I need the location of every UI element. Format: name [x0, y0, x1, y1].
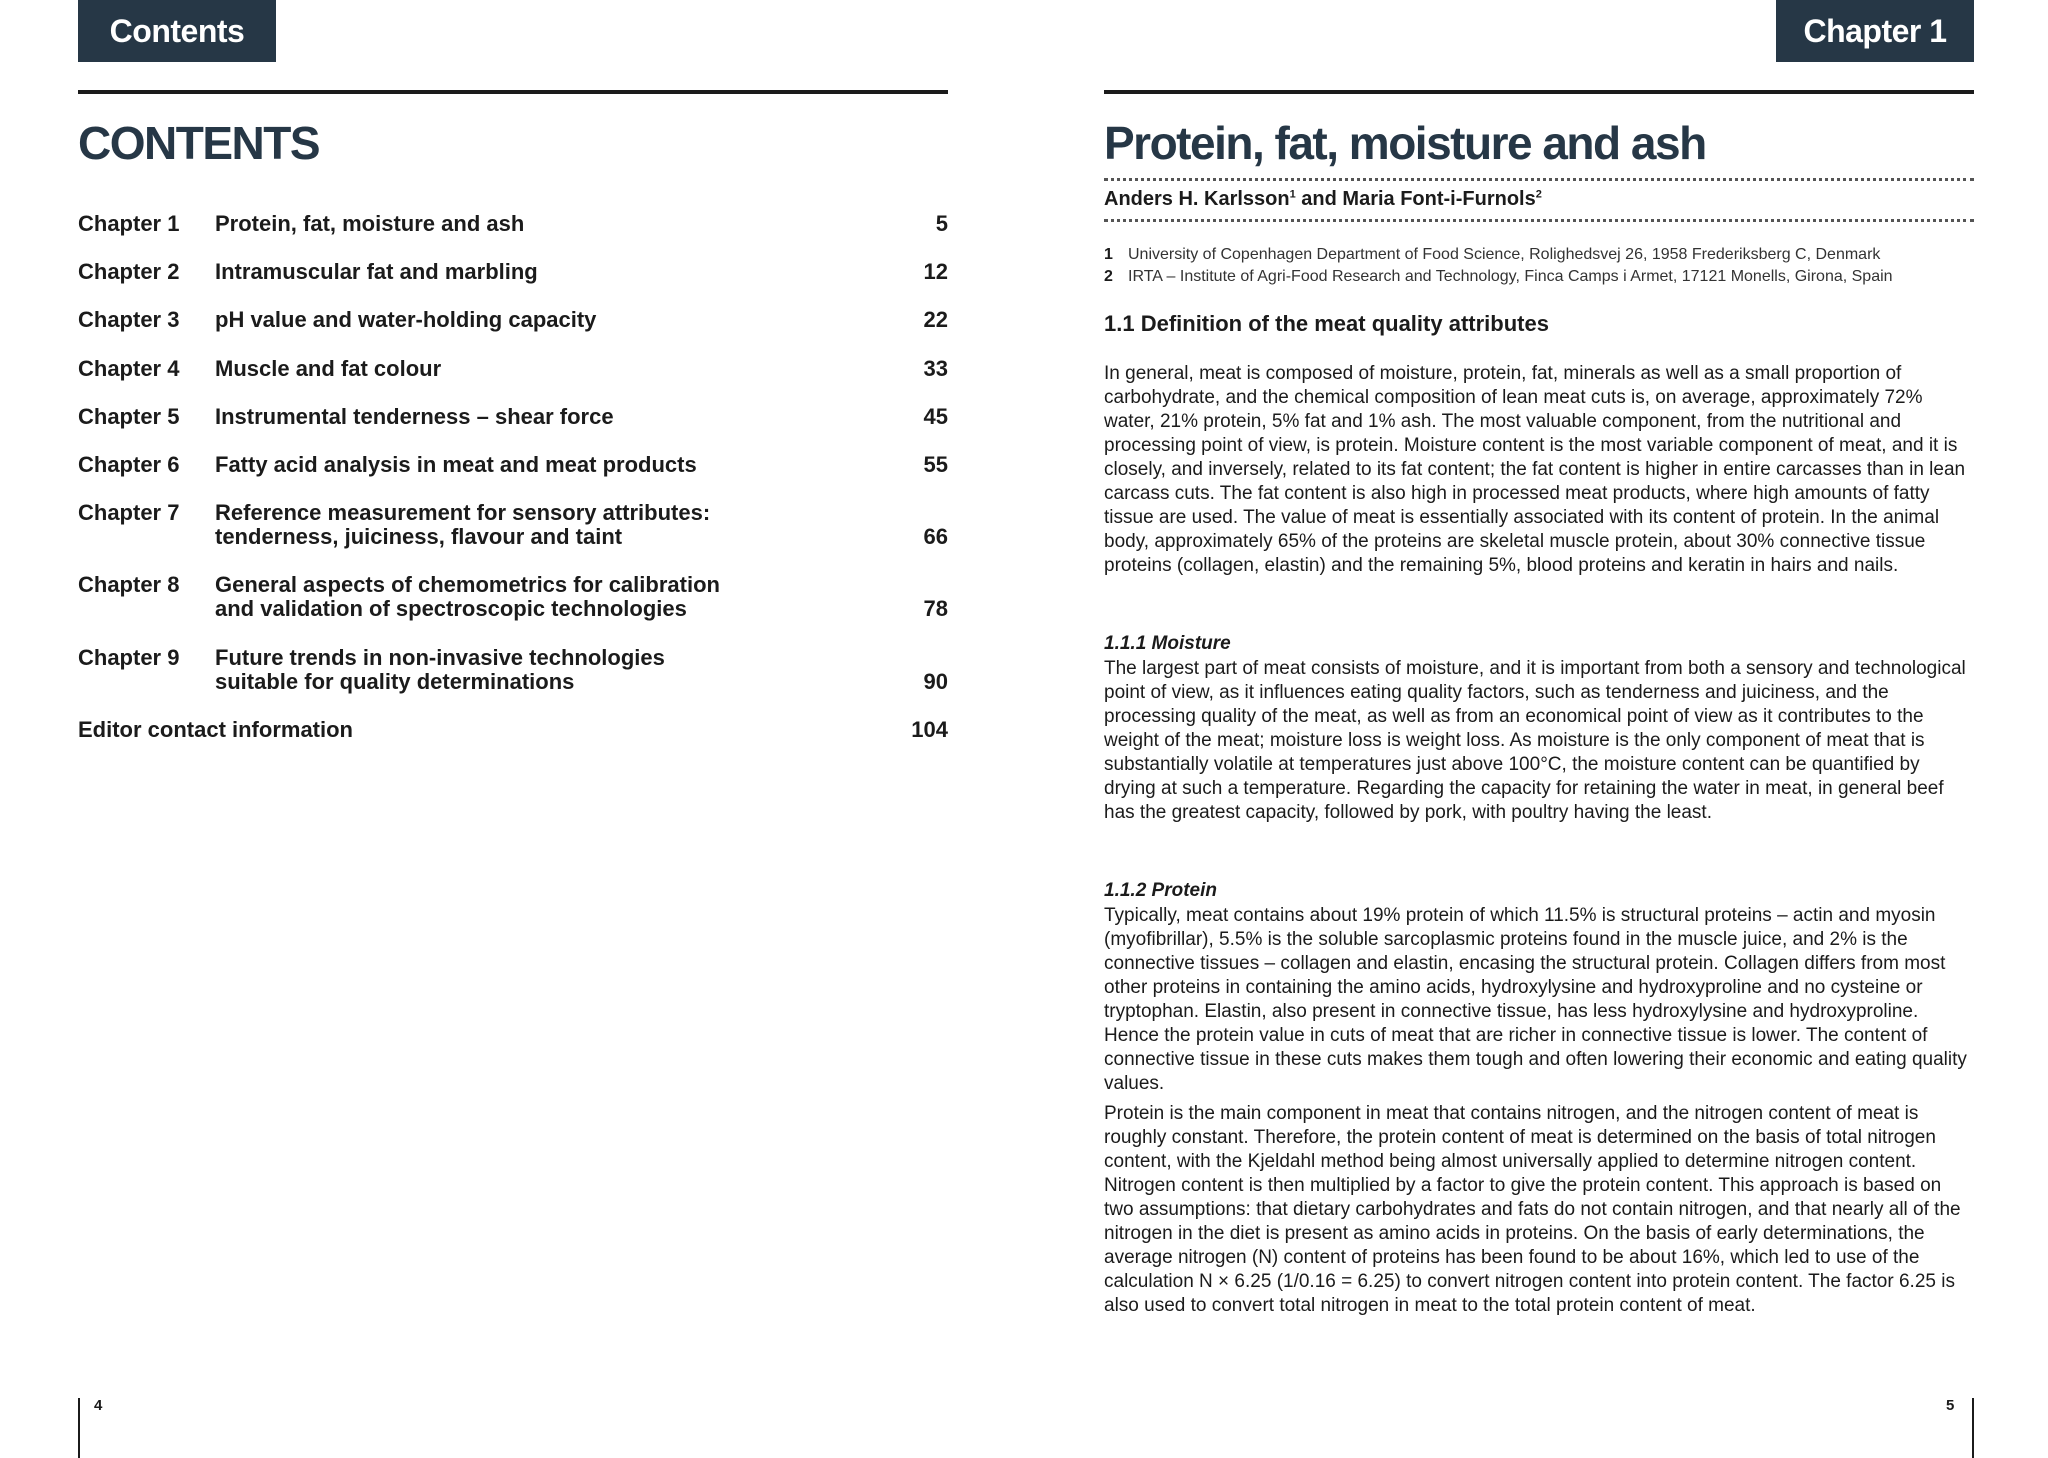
toc-page-number: 66	[923, 524, 948, 549]
toc-chapter-label: Chapter 4	[78, 356, 180, 381]
chapter-title: Protein, fat, moisture and ash	[1104, 117, 1706, 169]
toc-page-number: 5	[935, 211, 948, 236]
toc-chapter-label: Chapter 6	[78, 452, 180, 477]
toc-page-number: 12	[923, 259, 948, 284]
author-joiner: and	[1295, 188, 1343, 210]
affiliation-marker: 2	[1535, 188, 1542, 201]
toc-chapter-label: Chapter 3	[78, 307, 180, 332]
left-folio-bar	[78, 1398, 80, 1458]
toc-chapter-title: General aspects of chemometrics for calibration and validation of spectroscopic technologies	[215, 572, 720, 621]
author-name: Maria Font-i-Furnols	[1342, 188, 1536, 210]
toc-chapter-title: Muscle and fat colour	[215, 356, 442, 381]
toc-entry-chapter-4[interactable]	[78, 357, 948, 381]
chapter-tab: Chapter 1	[1776, 0, 1974, 62]
toc-chapter-title: Future trends in non-invasive technologies suitable for quality determinations	[215, 645, 665, 694]
authors-dotted-divider	[1104, 219, 1974, 222]
toc-entry-chapter-6[interactable]	[78, 453, 948, 477]
toc-entry-chapter-9[interactable]	[78, 646, 948, 694]
toc-chapter-label: Chapter 8	[78, 572, 180, 597]
toc-chapter-title: Intramuscular fat and marbling	[215, 259, 538, 284]
protein-paragraph-1: Typically, meat contains about 19% protein of which 11.5% is structural proteins – actin and myosin (myofibrillar), 5.5% is the soluble sarcoplasmic proteins found in the muscle juice, and 2% is the connective tissues – collagen and elastin, encasing the structural protein. Collagen differs from most other proteins in containing the amino acids, hydroxylysine and hydroxyproline and no cysteine or tryptophan. Elastin, also present in connective tissue, has less hydroxylysine and hydroxyproline. Hence the protein value in cuts of meat that are richer in connective tissue is lower. The content of connective tissue in these cuts makes them tough and often lowering their economic and eating quality values.	[1104, 905, 1967, 1094]
affiliation-number: 2	[1104, 268, 1113, 285]
toc-page-number: 104	[911, 717, 948, 742]
authors-line	[1104, 188, 1542, 211]
toc-entry-chapter-5[interactable]	[78, 405, 948, 429]
author-name: Anders H. Karlsson	[1104, 188, 1290, 210]
right-page-rule	[1104, 90, 1974, 94]
affiliation-marker: 1	[1289, 188, 1296, 201]
toc-editor-label: Editor contact information	[78, 717, 353, 742]
moisture-heading: 1.1.1 Moisture	[1104, 633, 1231, 654]
affiliation-number: 1	[1104, 246, 1113, 263]
affiliation-2	[1104, 268, 1974, 286]
toc-page-number: 78	[923, 596, 948, 621]
toc-entry-chapter-3[interactable]	[78, 308, 948, 332]
toc-entry-chapter-8[interactable]	[78, 573, 948, 621]
toc-page-number: 22	[923, 307, 948, 332]
protein-paragraph-2: Protein is the main component in meat that contains nitrogen, and the nitrogen content of meat is roughly constant. Therefore, the protein content of meat is determined on the basis of total nitrogen content, with the Kjeldahl method being almost universally applied to determine nitrogen content. Nitrogen content is then multiplied by a factor to give the protein content. This approach is based on two assumptions: that dietary carbohydrates and fats do not contain nitrogen, and that nearly all of the nitrogen in the diet is present as amino acids in proteins. On the basis of early determinations, the average nitrogen (N) content of proteins has been found to be about 16%, which led to use of the calculation N × 6.25 (1/0.16 = 6.25) to convert nitrogen content into protein content. The factor 6.25 is also used to convert total nitrogen in meat to the total protein content of meat.	[1104, 1103, 1961, 1316]
toc-page-number: 55	[923, 452, 948, 477]
left-page-rule	[78, 90, 948, 94]
protein-heading: 1.1.2 Protein	[1104, 880, 1217, 901]
toc-chapter-label: Chapter 7	[78, 500, 180, 525]
contents-title: CONTENTS	[78, 117, 319, 169]
right-page-number: 5	[1946, 1397, 1955, 1414]
title-dotted-divider	[1104, 178, 1974, 181]
toc-chapter-title: pH value and water-holding capacity	[215, 307, 597, 332]
left-page-number: 4	[94, 1397, 103, 1414]
moisture-paragraph: The largest part of meat consists of moisture, and it is important from both a sensory and technological point of view, as it influences eating quality factors, such as tenderness and juiciness, and the processing quality of the meat, as well as from an economical point of view as it contributes to the weight of the meat; moisture loss is weight loss. As moisture is the only component of meat that is substantially volatile at temperatures just above 100°C, the moisture content can be quantified by drying at such a temperature. Regarding the capacity for retaining the water in meat, in general beef has the greatest capacity, followed by pork, with poultry having the least.	[1104, 658, 1966, 823]
toc-chapter-title: Fatty acid analysis in meat and meat products	[215, 452, 697, 477]
affiliation-text: University of Copenhagen Department of Food Science, Rolighedsvej 26, 1958 Frederiksberg C, Denmark	[1128, 246, 1881, 263]
toc-chapter-title: Instrumental tenderness – shear force	[215, 404, 614, 429]
section-heading: 1.1 Definition of the meat quality attributes	[1104, 311, 1549, 336]
contents-tab: Contents	[78, 0, 276, 62]
toc-chapter-label: Chapter 5	[78, 404, 180, 429]
intro-paragraph: In general, meat is composed of moisture, protein, fat, minerals as well as a small proportion of carbohydrate, and the chemical composition of lean meat cuts is, on average, approximately 72% water, 21% protein, 5% fat and 1% ash. The most valuable component, from the nutritional and processing point of view, is protein. Moisture content is the most variable component of meat, and it is closely, and inversely, related to its fat content; the fat content is higher in entire carcasses than in lean carcass cuts. The fat content is also high in processed meat products, where high amounts of fatty tissue are used. The value of meat is essentially associated with its content of protein. In the animal body, approximately 65% of the proteins are skeletal muscle protein, about 30% connective tissue proteins (collagen, elastin) and the remaining 5%, blood proteins and keratin in hairs and nails.	[1104, 363, 1966, 576]
toc-entry-chapter-7[interactable]	[78, 501, 948, 549]
toc-chapter-label: Chapter 2	[78, 259, 180, 284]
toc-entry-editor-contact[interactable]	[78, 718, 948, 742]
toc-entry-chapter-2[interactable]	[78, 260, 948, 284]
toc-page-number: 90	[923, 669, 948, 694]
affiliation-text: IRTA – Institute of Agri-Food Research and Technology, Finca Camps i Armet, 17121 Monells, Girona, Spain	[1128, 268, 1893, 285]
toc-page-number: 45	[923, 404, 948, 429]
affiliation-1	[1104, 246, 1974, 264]
toc-chapter-title: Reference measurement for sensory attributes: tenderness, juiciness, flavour and taint	[215, 500, 711, 549]
right-folio-bar	[1972, 1398, 1974, 1458]
toc-entry-chapter-1[interactable]	[78, 212, 948, 236]
toc-page-number: 33	[923, 356, 948, 381]
toc-chapter-label: Chapter 9	[78, 645, 180, 670]
toc-chapter-label: Chapter 1	[78, 211, 180, 236]
toc-chapter-title: Protein, fat, moisture and ash	[215, 211, 525, 236]
